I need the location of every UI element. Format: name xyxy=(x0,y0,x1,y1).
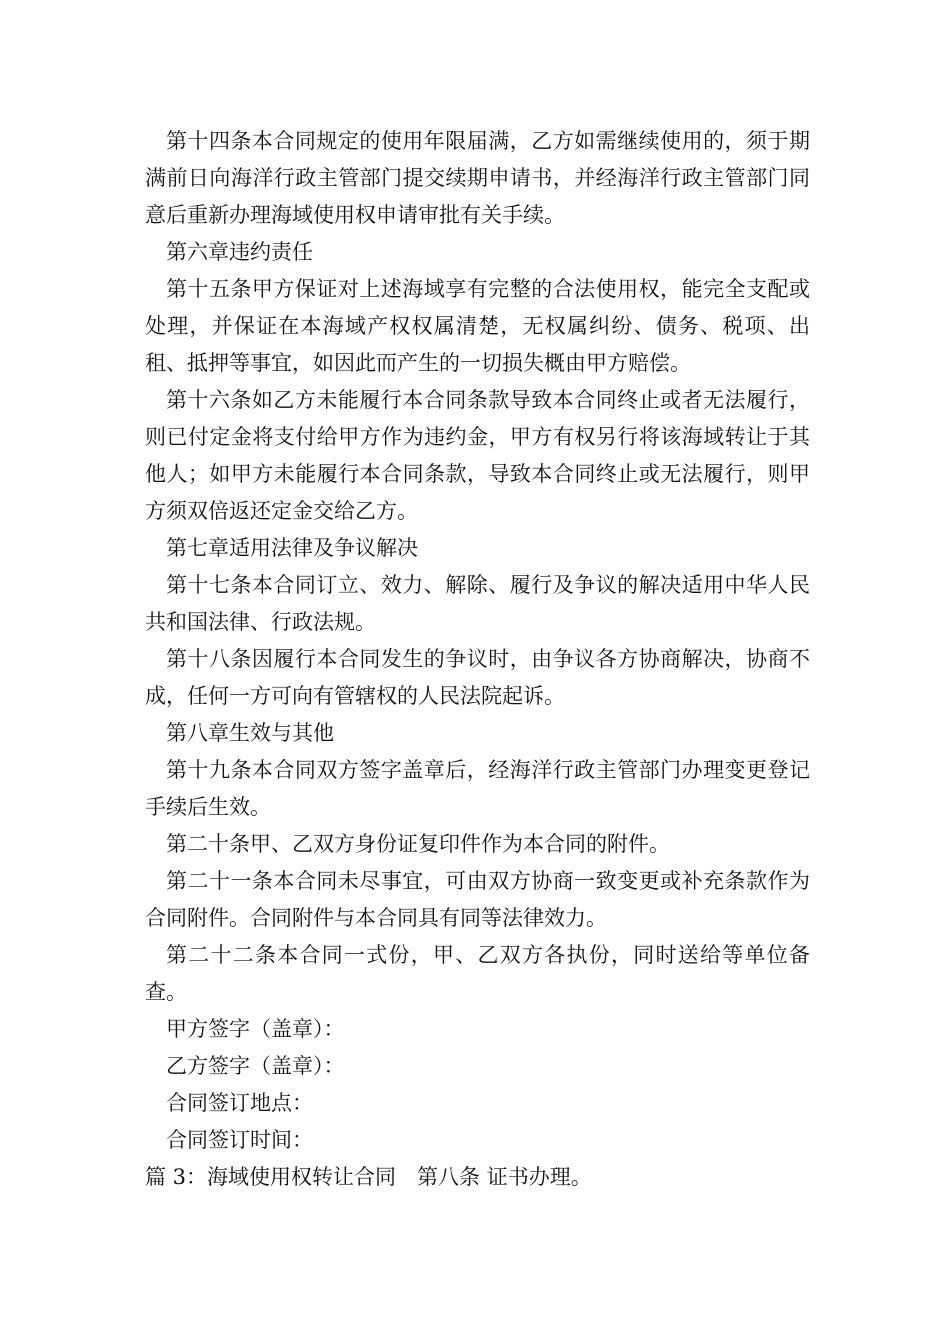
article-16: 第十六条如乙方未能履行本合同条款导致本合同终止或者无法履行，则已付定金将支付给甲方作为违约金，甲方有权另行将该海域转让于其他人；如甲方未能履行本合同条款，导致本合同终止或无法履行，则甲方须双倍返还定金交给乙方。 xyxy=(145,388,810,523)
party-b-signature: 乙方签字（盖章）： xyxy=(166,1054,345,1078)
section-3-title: 篇 3：海域使用权转让合同 第八条 证书办理。 xyxy=(145,1165,592,1189)
chapter-8-heading: 第八章生效与其他 xyxy=(166,721,334,745)
signing-place: 合同签订地点： xyxy=(166,1091,313,1115)
article-18: 第十八条因履行本合同发生的争议时，由争议各方协商解决，协商不成，任何一方可向有管辖权的人民法院起诉。 xyxy=(145,647,810,708)
article-20: 第二十条甲、乙双方身份证复印件作为本合同的附件。 xyxy=(166,832,670,856)
chapter-7-heading: 第七章适用法律及争议解决 xyxy=(166,536,418,560)
article-19: 第十九条本合同双方签字盖章后，经海洋行政主管部门办理变更登记手续后生效。 xyxy=(145,758,810,819)
article-21: 第二十一条本合同未尽事宜，可由双方协商一致变更或补充条款作为合同附件。合同附件与本合同具有同等法律效力。 xyxy=(145,869,810,930)
article-15: 第十五条甲方保证对上述海域享有完整的合法使用权，能完全支配或处理，并保证在本海域产权权属清楚，无权属纠纷、债务、税项、出租、抵押等事宜，如因此而产生的一切损失概由甲方赔偿。 xyxy=(145,277,810,375)
article-22: 第二十二条本合同一式份，甲、乙双方各执份，同时送给等单位备查。 xyxy=(145,943,810,1004)
article-17: 第十七条本合同订立、效力、解除、履行及争议的解决适用中华人民共和国法律、行政法规。 xyxy=(145,573,810,634)
signing-time: 合同签订时间： xyxy=(166,1128,313,1152)
chapter-6-heading: 第六章违约责任 xyxy=(166,240,313,264)
article-14: 第十四条本合同规定的使用年限届满，乙方如需继续使用的，须于期满前日向海洋行政主管部门提交续期申请书，并经海洋行政主管部门同意后重新办理海域使用权申请审批有关手续。 xyxy=(145,129,810,227)
party-a-signature: 甲方签字（盖章）： xyxy=(166,1017,345,1041)
document-page xyxy=(145,123,810,1196)
